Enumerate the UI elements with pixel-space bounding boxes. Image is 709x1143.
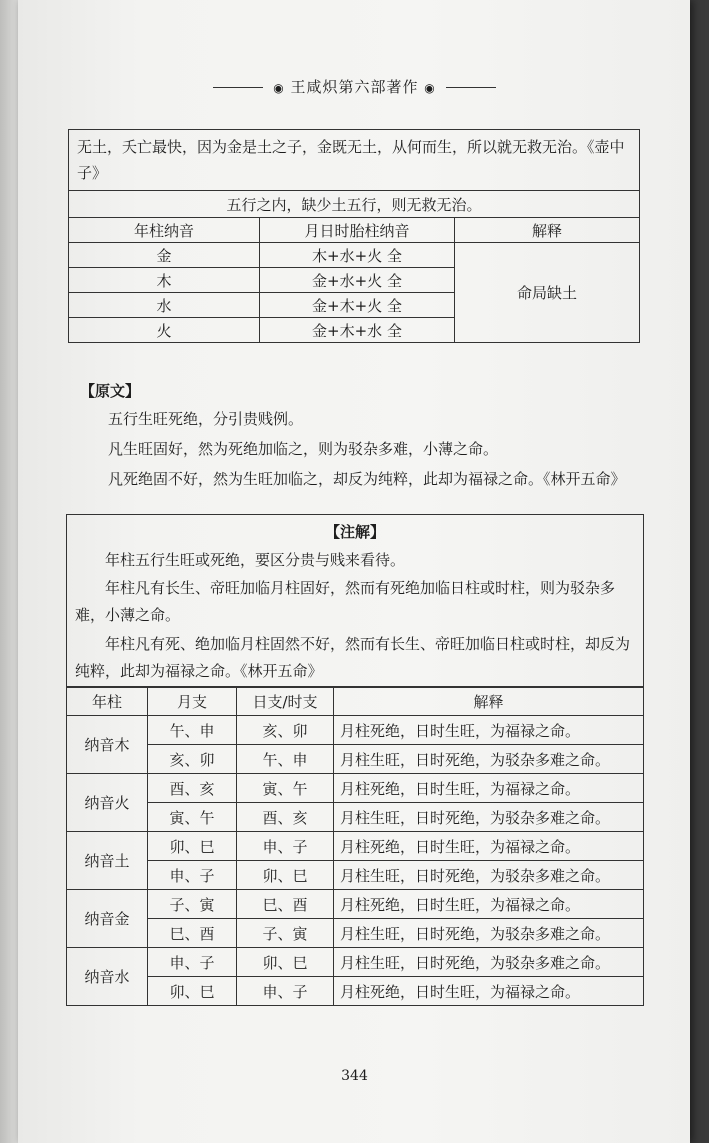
table-cell: 申、子	[237, 977, 334, 1006]
table-row	[67, 919, 644, 948]
running-head-title: 王咸炽第六部著作	[290, 78, 419, 96]
table-cell: 卯、巳	[148, 832, 237, 861]
table-cell: 水	[69, 293, 260, 318]
year-cell: 纳音土	[67, 832, 148, 890]
paragraph: 凡死绝固不好，然为生旺加临之，却反为纯粹，此却为福禄之命。《林开五命》	[108, 470, 626, 488]
table-cell: 月柱生旺，日时死绝，为驳杂多难之命。	[334, 919, 644, 948]
no-earth-table	[68, 129, 640, 343]
table-cell: 月柱死绝，日时生旺，为福禄之命。	[334, 832, 644, 861]
table-cell: 巳、酉	[148, 919, 237, 948]
table-cell: 卯、巳	[148, 977, 237, 1006]
table-intro: 无土，夭亡最快，因为金是土之子，金既无土，从何而生，所以就无救无治。《壶中子》	[69, 130, 640, 191]
table-row	[67, 774, 644, 803]
year-cell: 纳音金	[67, 890, 148, 948]
rule-left	[213, 87, 263, 88]
column-header: 解释	[334, 687, 644, 716]
table-cell: 申、子	[148, 861, 237, 890]
column-header: 月日时胎柱纳音	[260, 218, 455, 243]
table-cell: 月柱死绝，日时生旺，为福禄之命。	[334, 716, 644, 745]
table-cell: 金	[69, 243, 260, 268]
table-cell: 巳、酉	[237, 890, 334, 919]
ornament-icon: ◉	[273, 81, 285, 95]
table-row	[67, 948, 644, 977]
table-cell: 月柱生旺，日时死绝，为驳杂多难之命。	[334, 745, 644, 774]
ornament-icon: ◉	[424, 81, 436, 95]
table-cell: 申、子	[237, 832, 334, 861]
book-gutter	[0, 0, 18, 1143]
table-cell: 木+水+火 全	[260, 243, 455, 268]
explain-cell: 命局缺土	[455, 243, 640, 343]
column-header: 解释	[455, 218, 640, 243]
table-cell: 月柱生旺，日时死绝，为驳杂多难之命。	[334, 803, 644, 832]
paragraph: 五行生旺死绝，分引贵贱例。	[108, 410, 304, 428]
table-cell: 酉、亥	[237, 803, 334, 832]
table-cell: 月柱生旺，日时死绝，为驳杂多难之命。	[334, 861, 644, 890]
paragraph: 凡生旺固好，然为死绝加临之，则为驳杂多难，小薄之命。	[108, 440, 499, 458]
rule-right	[446, 87, 496, 88]
table-cell: 卯、巳	[237, 948, 334, 977]
table-cell: 月柱死绝，日时生旺，为福禄之命。	[334, 977, 644, 1006]
column-header: 日支/时支	[237, 687, 334, 716]
table-cell: 火	[69, 318, 260, 343]
table-row	[67, 803, 644, 832]
paragraph: 年柱凡有长生、帝旺加临月柱固好，然而有死绝加临日柱或时柱，则为驳杂多难，小薄之命。	[75, 579, 616, 624]
table-cell: 卯、巳	[237, 861, 334, 890]
table-cell: 月柱死绝，日时生旺，为福禄之命。	[334, 890, 644, 919]
table-cell: 申、子	[148, 948, 237, 977]
table-cell: 子、寅	[237, 919, 334, 948]
table-row	[67, 716, 644, 745]
table-row	[67, 861, 644, 890]
table-cell: 寅、午	[237, 774, 334, 803]
table-cell: 木	[69, 268, 260, 293]
column-header: 年柱纳音	[69, 218, 260, 243]
paragraph: 年柱五行生旺或死绝，要区分贵与贱来看待。	[105, 551, 406, 569]
page-number: 344	[341, 1068, 368, 1084]
table-cell: 金+木+水 全	[260, 318, 455, 343]
table-cell: 月柱死绝，日时生旺，为福禄之命。	[334, 774, 644, 803]
table-cell: 午、申	[148, 716, 237, 745]
table-caption: 五行之内，缺少土五行，则无救无治。	[69, 191, 640, 218]
running-head	[0, 76, 709, 97]
table-row	[67, 890, 644, 919]
table-cell: 亥、卯	[148, 745, 237, 774]
section-title-annotation: 【注解】	[324, 523, 385, 541]
paragraph: 年柱凡有死、绝加临月柱固然不好，然而有长生、帝旺加临日柱或时柱，却反为纯粹，此却为福禄之命。《林开五命》	[75, 635, 631, 680]
year-cell: 纳音木	[67, 716, 148, 774]
section-title-original: 【原文】	[80, 382, 141, 400]
table-cell: 子、寅	[148, 890, 237, 919]
nayin-table	[66, 686, 644, 1006]
year-cell: 纳音火	[67, 774, 148, 832]
table-row	[67, 745, 644, 774]
year-cell: 纳音水	[67, 948, 148, 1006]
table-cell: 月柱生旺，日时死绝，为驳杂多难之命。	[334, 948, 644, 977]
table-cell: 午、申	[237, 745, 334, 774]
table-cell: 酉、亥	[148, 774, 237, 803]
annotation-box	[66, 514, 644, 688]
table-cell: 亥、卯	[237, 716, 334, 745]
table-cell: 金+木+火 全	[260, 293, 455, 318]
table-row	[67, 977, 644, 1006]
table-row	[67, 832, 644, 861]
column-header: 年柱	[67, 687, 148, 716]
table-cell: 金+水+火 全	[260, 268, 455, 293]
table-cell: 寅、午	[148, 803, 237, 832]
column-header: 月支	[148, 687, 237, 716]
